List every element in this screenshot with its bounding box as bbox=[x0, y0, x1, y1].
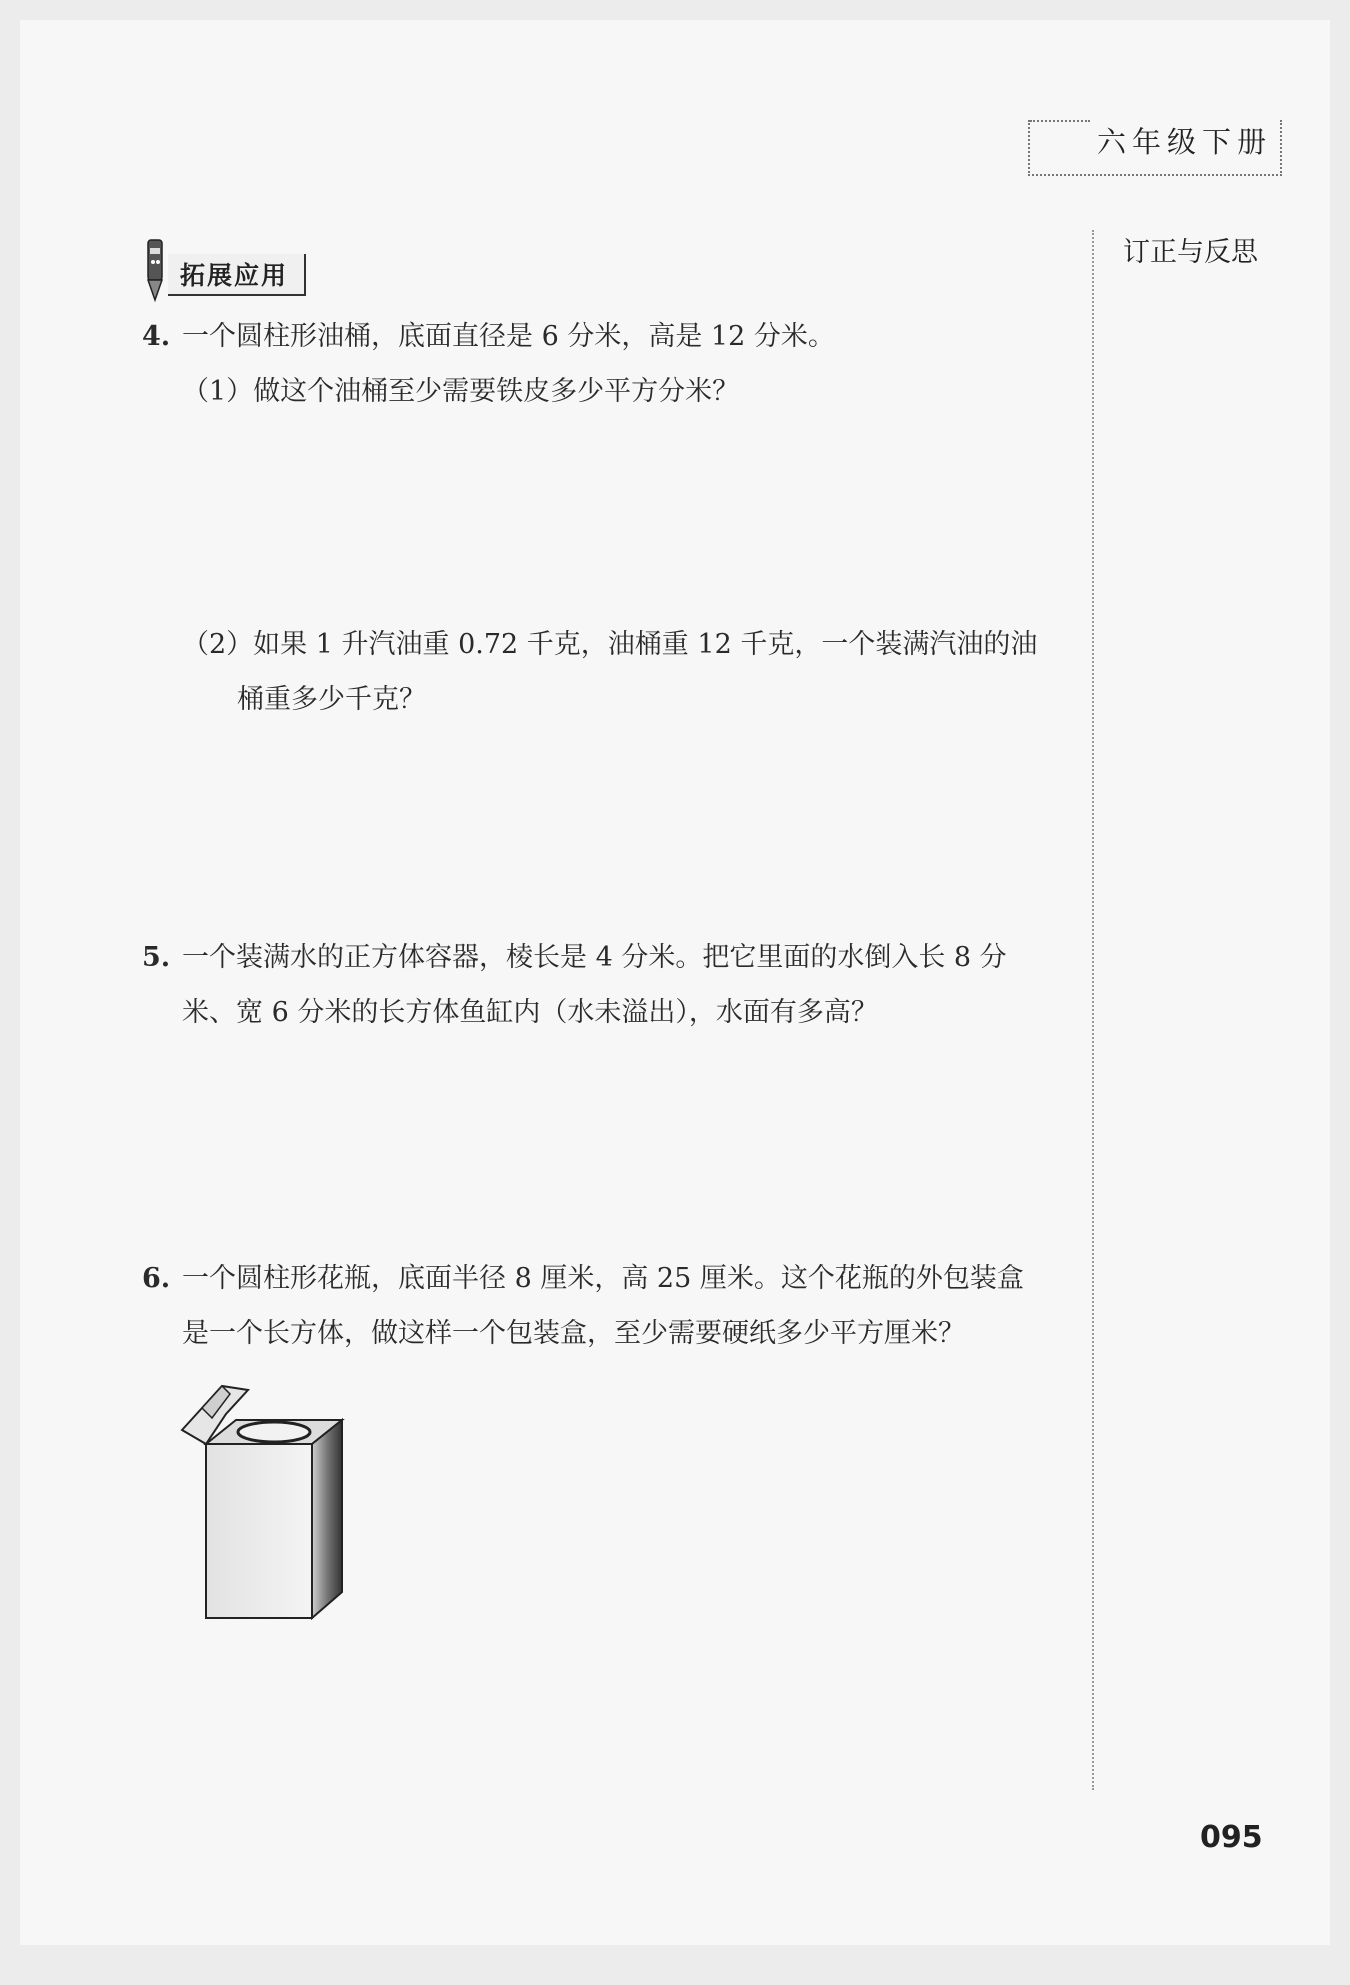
question-4-part-2-line-1: （2）如果 1 升汽油重 0.72 千克，油桶重 12 千克，一个装满汽油的油 bbox=[182, 629, 1038, 660]
section-tag bbox=[168, 254, 306, 296]
question-4-part-1: （1）做这个油桶至少需要铁皮多少平方分米？ bbox=[182, 376, 740, 407]
question-number: 6. bbox=[142, 1263, 171, 1294]
question-text: 一个圆柱形油桶，底面直径是 6 分米，高是 12 分米。 bbox=[182, 321, 835, 352]
question-6-line-2: 是一个长方体，做这样一个包装盒，至少需要硬纸多少平方厘米？ bbox=[182, 1318, 965, 1349]
question-4-part-2-line-2: 桶重多少千克？ bbox=[237, 684, 426, 715]
question-5-line-2: 米、宽 6 分米的长方体鱼缸内（水未溢出），水面有多高？ bbox=[182, 997, 878, 1028]
packaging-box-figure bbox=[160, 1380, 360, 1620]
question-5 bbox=[142, 931, 1007, 985]
sidebar-divider bbox=[1092, 230, 1094, 1790]
question-text: 一个装满水的正方体容器，棱长是 4 分米。把它里面的水倒入长 8 分 bbox=[182, 942, 1007, 973]
question-text: 一个圆柱形花瓶，底面半径 8 厘米，高 25 厘米。这个花瓶的外包装盒 bbox=[182, 1263, 1024, 1294]
worksheet-page bbox=[20, 20, 1330, 1945]
page-number: 095 bbox=[1200, 1820, 1263, 1855]
question-4 bbox=[142, 310, 835, 364]
grade-label: 六年级下册 bbox=[1097, 125, 1273, 159]
question-number: 5. bbox=[142, 942, 171, 973]
section-title: 拓展应用 bbox=[180, 261, 289, 290]
question-number: 4. bbox=[142, 321, 171, 352]
question-6 bbox=[142, 1252, 1024, 1306]
correction-reflection-title: 订正与反思 bbox=[1123, 237, 1258, 268]
